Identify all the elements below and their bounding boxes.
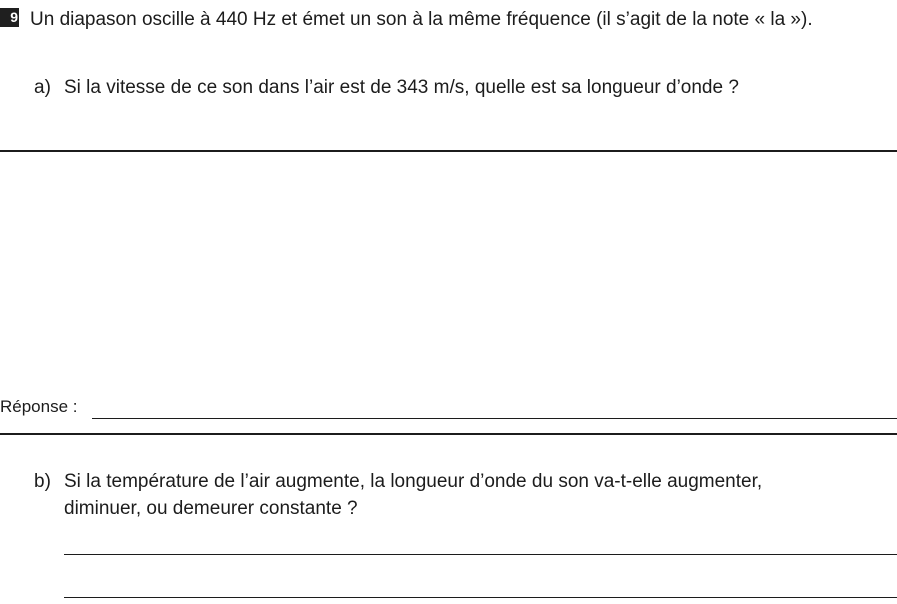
answer-label: Réponse :: [0, 397, 78, 416]
part-a-label: a): [34, 77, 51, 98]
part-b-answer-line-1[interactable]: [64, 554, 897, 555]
answer-line[interactable]: [92, 418, 897, 419]
part-b-answer-line-2[interactable]: [64, 597, 897, 598]
part-b-label: b): [34, 471, 51, 492]
workspace-top-rule: [0, 150, 897, 152]
part-b-text: Si la température de l’air augmente, la longueur d’onde du son va-t-elle augmenter, diminuer, ou demeurer constante ?: [64, 471, 763, 519]
part-a: [34, 74, 834, 101]
part-b: [34, 468, 834, 522]
question-stem: Un diapason oscille à 440 Hz et émet un son à la même fréquence (il s’agit de la note « la »).: [30, 9, 813, 30]
question-number-badge: 9: [0, 8, 19, 27]
workspace-bottom-rule: [0, 433, 897, 435]
part-a-text: Si la vitesse de ce son dans l’air est de 343 m/s, quelle est sa longueur d’onde ?: [64, 77, 739, 98]
